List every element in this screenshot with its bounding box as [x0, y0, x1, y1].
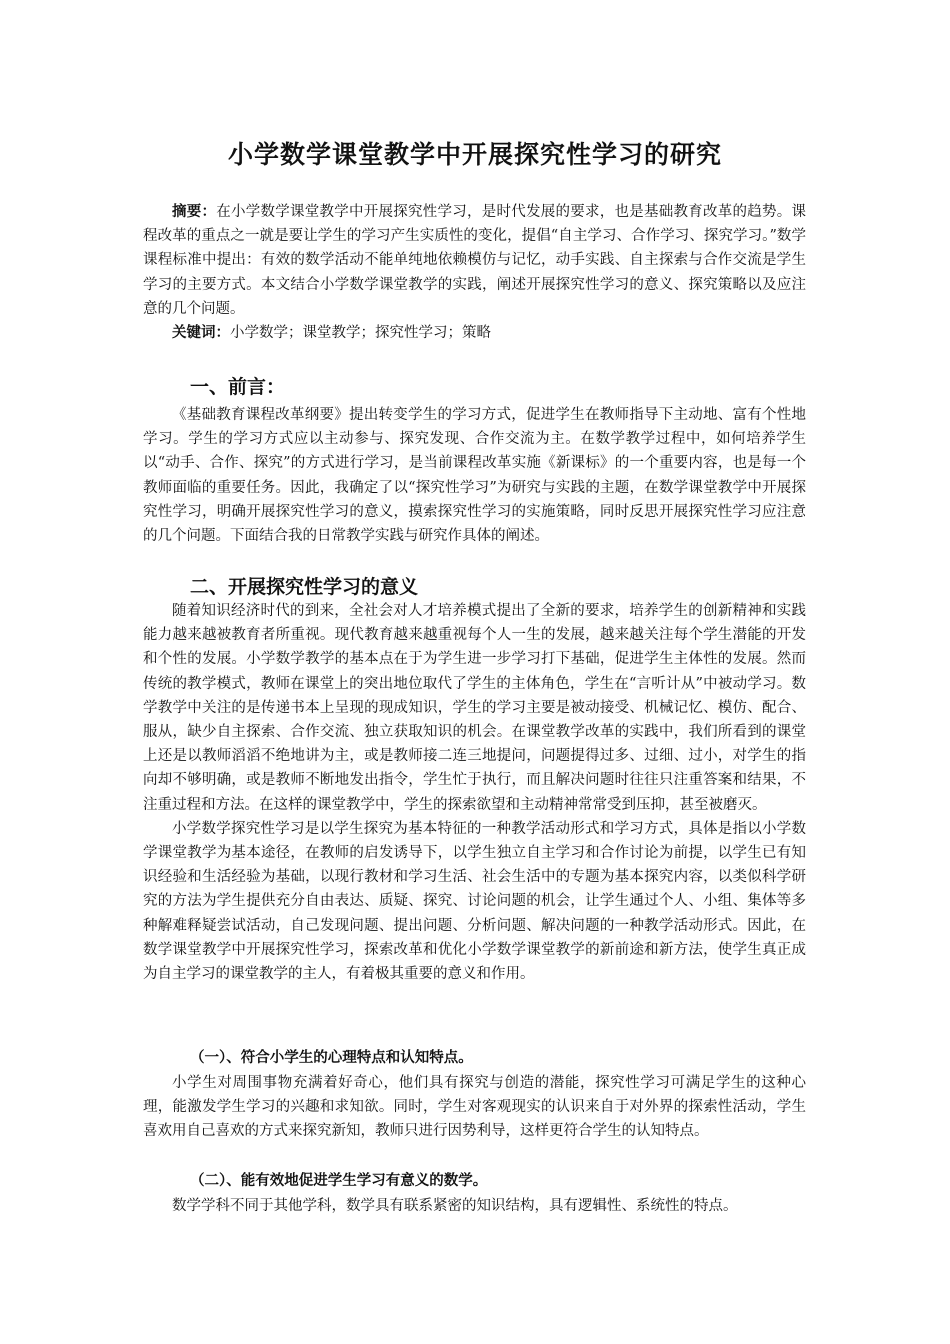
keywords-text: 小学数学；课堂教学；探究性学习；策略 [230, 325, 491, 342]
section2-body [143, 599, 806, 986]
section2-heading: 二、开展探究性学习的意义 [190, 576, 419, 598]
subsection2-heading: （二）、能有效地促进学生学习有意义的数学。 [190, 1173, 488, 1189]
subsection2-paragraph: 数学学科不同于其他学科，数学具有联系紧密的知识结构，具有逻辑性、系统性的特点。 [172, 1198, 738, 1214]
document-title: 小学数学课堂教学中开展探究性学习的研究 [227, 140, 722, 169]
section1-body [143, 403, 806, 548]
subsection2-body [143, 1194, 806, 1218]
section2-paragraph-2: 小学数学探究性学习是以学生探究为基本特征的一种教学活动形式和学习方式，具体是指以小学数学课堂教学为基本途径，在教师的启发诱导下，以学生独立自主学习和合作讨论为前提，以学生已有知识经验和生活经验为基础，以现行教材和学习生活、社会生活中的专题为基本探究内容，以类似科学研究的方法为学生提供充分自由表达、质疑、探究、讨论问题的机会，让学生通过个人、小组、集体等多种解难释疑尝试活动，自己发现问题、提出问题、分析问题、解决问题的一种教学活动形式。因此，在数学课堂教学中开展探究性学习，探索改革和优化小学数学课堂教学的新前途和新方法，使学生真正成为自主学习的课堂教学的主人，有着极其重要的意义和作用。 [143, 820, 806, 983]
abstract-paragraph [143, 200, 806, 321]
keywords-label: 关键词： [172, 325, 230, 342]
keywords-paragraph [143, 321, 806, 345]
section1-heading: 一、前言： [190, 376, 286, 398]
subsection1-body [143, 1071, 806, 1144]
section2-paragraph-1: 随着知识经济时代的到来，全社会对人才培养模式提出了全新的要求，培养学生的创新精神和实践能力越来越被教育者所重视。现代教育越来越重视每个人一生的发展，越来越关注每个学生潜能的开发和个性的发展。小学数学教学的基本点在于为学生进一步学习打下基础，促进学生主体性的发展。然而传统的教学模式，教师在课堂上的突出地位取代了学生的主体角色，学生在“言听计从”中被动学习。数学教学中关注的是传递书本上呈现的现成知识，学生的学习主要是被动接受、机械记忆、模仿、配合、服从，缺少自主探索、合作交流、独立获取知识的机会。在课堂教学改革的实践中，我们所看到的课堂上还是以教师滔滔不绝地讲为主，或是教师接二连三地提问，问题提得过多、过细、过小，对学生的指向却不够明确，或是教师不断地发出指令，学生忙于执行，而且解决问题时往往只注重答案和结果，不注重过程和方法。在这样的课堂教学中，学生的探索欲望和主动精神常常受到压抑，甚至被磨灭。 [143, 603, 806, 813]
subsection1-heading: （一）、符合小学生的心理特点和认知特点。 [190, 1050, 473, 1066]
abstract-label: 摘要： [172, 204, 217, 220]
section1-paragraph: 《基础教育课程改革纲要》提出转变学生的学习方式，促进学生在教师指导下主动地、富有个性地学习。学生的学习方式应以主动参与、探究发现、合作交流为主。在数学教学过程中，如何培养学生以“动手、合作、探究”的方式进行学习，是当前课程改革实施《新课标》的一个重要内容，也是每一个教师面临的重要任务。因此，我确定了以“探究性学习”为研究与实践的主题，在数学课堂教学中开展探究性学习，明确开展探究性学习的意义，摸索探究性学习的实施策略，同时反思开展探究性学习应注意的几个问题。下面结合我的日常教学实践与研究作具体的阐述。 [143, 407, 806, 545]
subsection1-paragraph: 小学生对周围事物充满着好奇心，他们具有探究与创造的潜能，探究性学习可满足学生的这种心理，能激发学生学习的兴趣和求知欲。同时，学生对客观现实的认识来自于对外界的探索性活动，学生喜欢用自己喜欢的方式来探究新知，教师只进行因势利导，这样更符合学生的认知特点。 [143, 1075, 806, 1140]
abstract-block [143, 200, 806, 345]
abstract-text: 在小学数学课堂教学中开展探究性学习，是时代发展的要求，也是基础教育改革的趋势。课程改革的重点之一就是要让学生的学习产生实质性的变化，提倡“自主学习、合作学习、探究学习。”数学课程标准中提出：有效的数学活动不能单纯地依赖模仿与记忆，动手实践、自主探索与合作交流是学生学习的主要方式。本文结合小学数学课堂教学的实践，阐述开展探究性学习的意义、探究策略以及应注意的几个问题。 [143, 204, 806, 317]
